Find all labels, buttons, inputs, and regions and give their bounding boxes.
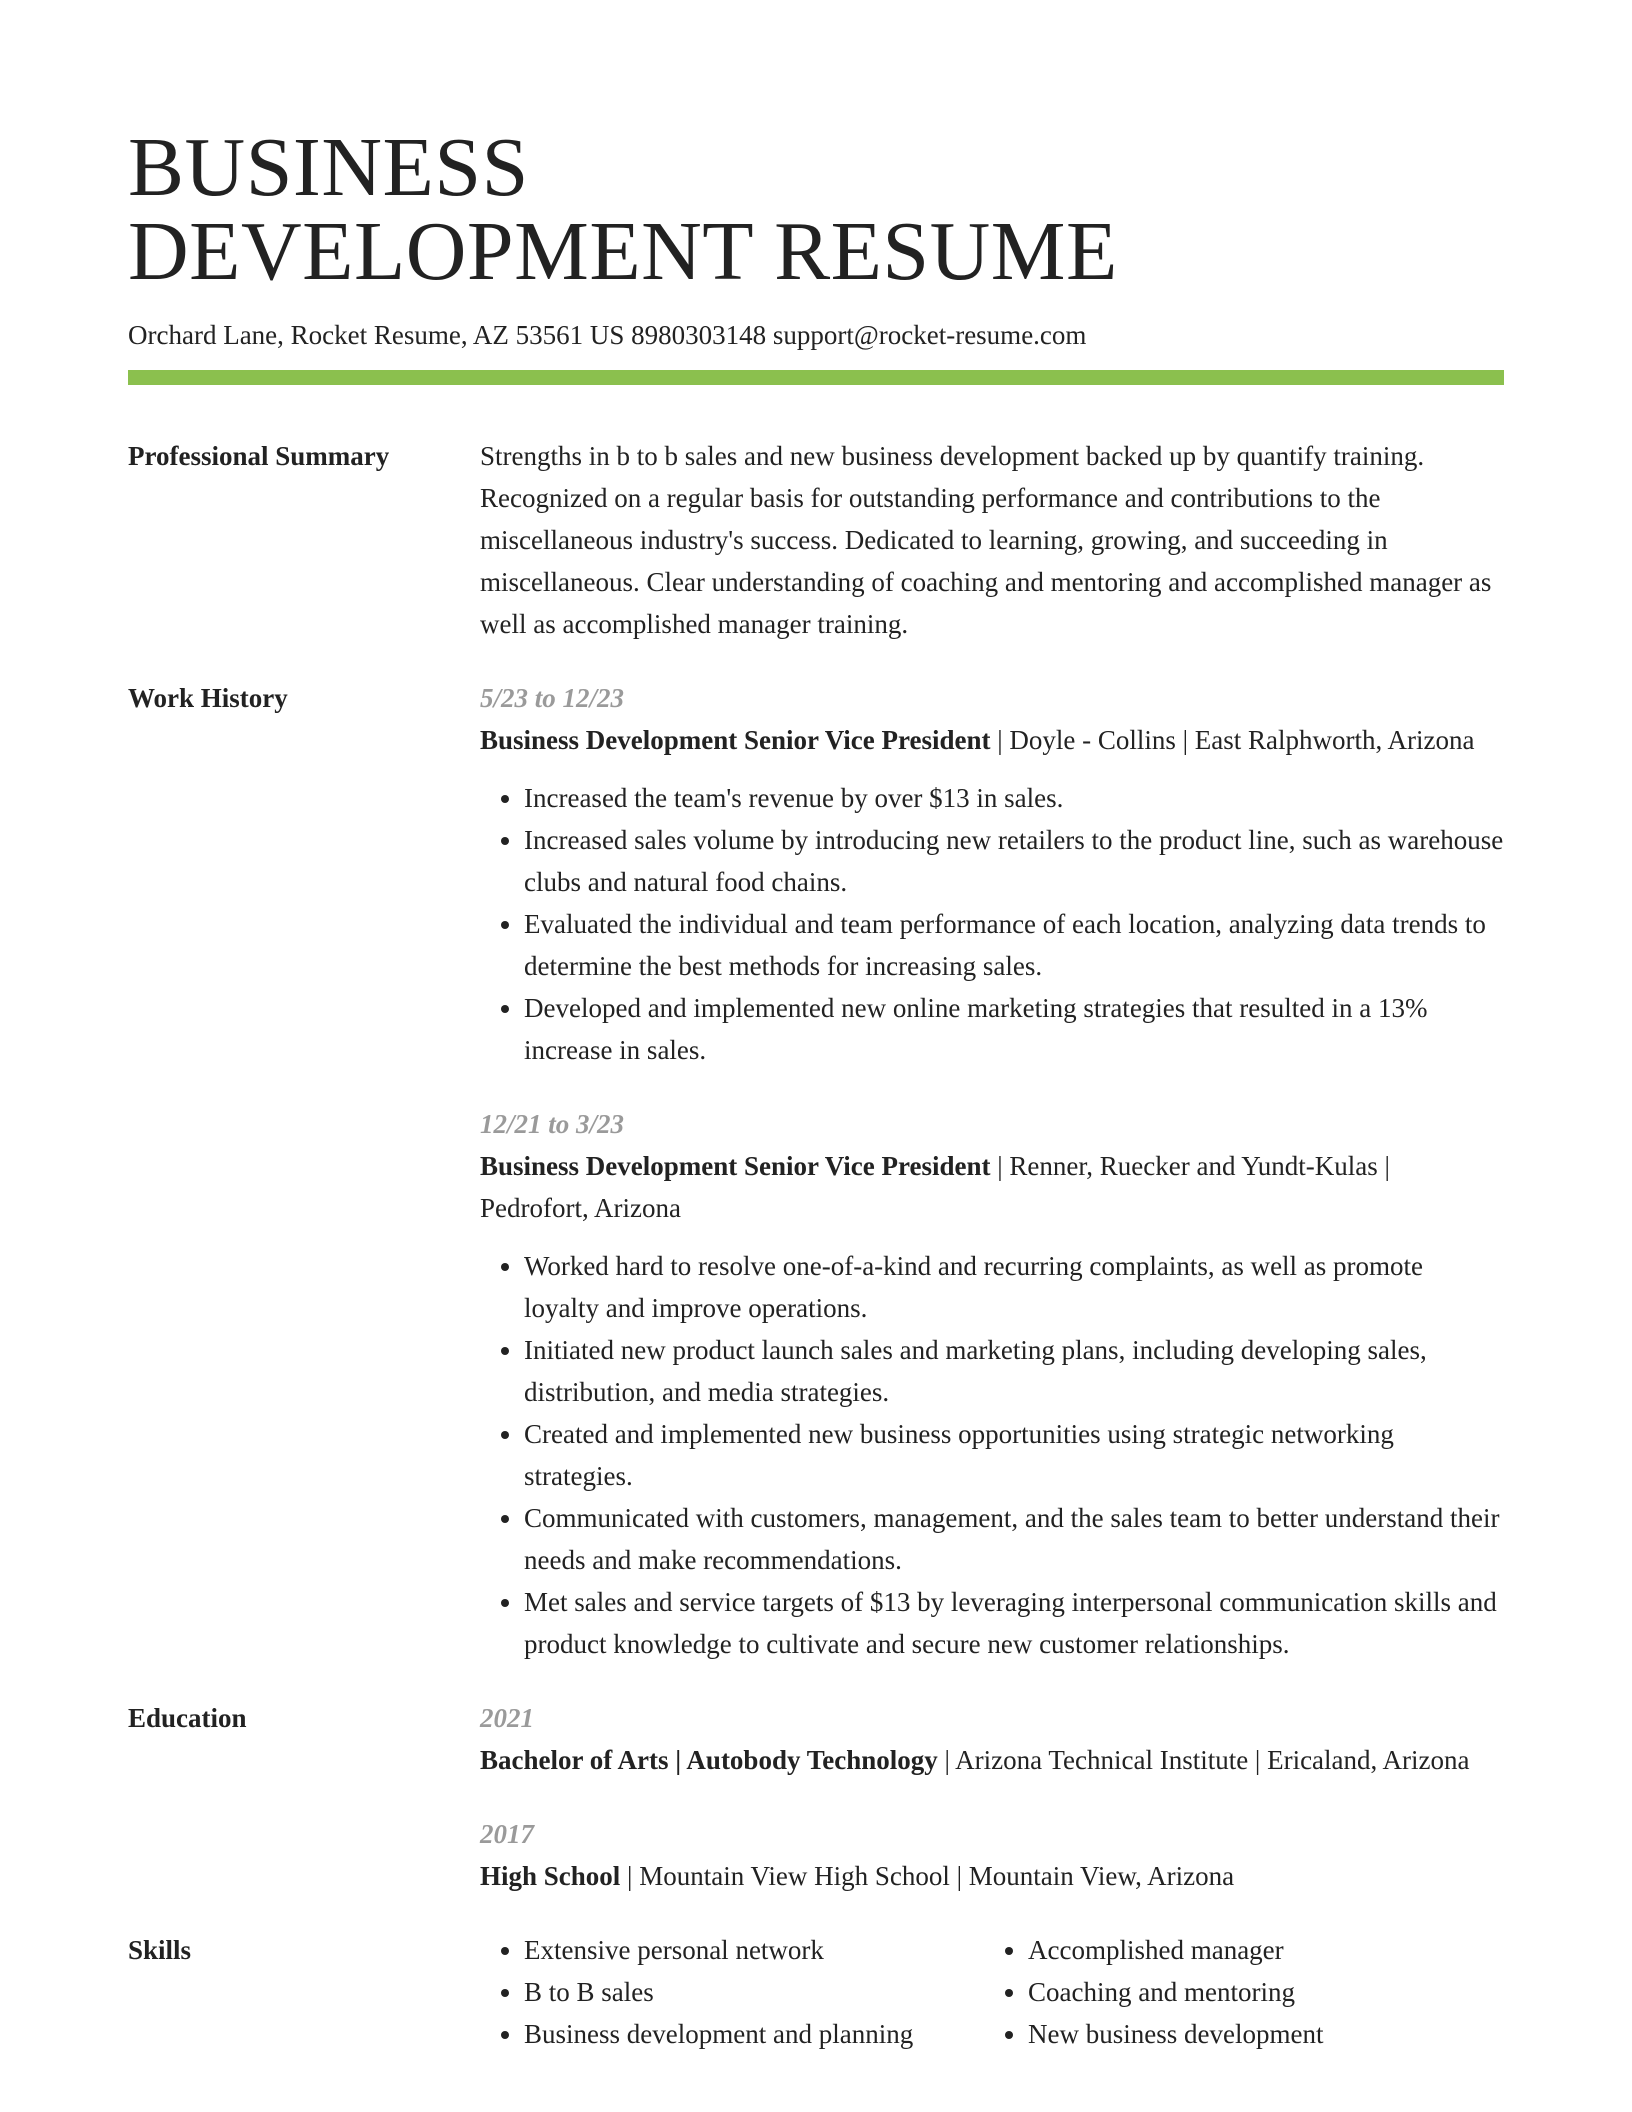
summary-section: [128, 435, 1504, 645]
job-details: | Renner, Ruecker and Yundt-Kulas | Pedrofort, Arizona: [480, 1151, 1390, 1223]
job-entry: [480, 1103, 1504, 1665]
skill-item: • Extensive personal network: [524, 1929, 984, 1971]
education-details: | Arizona Technical Institute | Ericaland, Arizona: [937, 1745, 1470, 1775]
bullet-item: • Met sales and service targets of $13 by leveraging interpersonal communication skills and product knowledge to cultivate and secure new customer relationships.: [524, 1581, 1504, 1665]
education-section: [128, 1697, 1504, 1897]
skills-section: [128, 1929, 1504, 2055]
work-history-section: [128, 677, 1504, 1665]
bullet-item: • Initiated new product launch sales and marketing plans, including developing sales, distribution, and media strategies.: [524, 1329, 1504, 1413]
job-title: Business Development Senior Vice President: [480, 725, 991, 755]
bullet-item: • Evaluated the individual and team performance of each location, analyzing data trends to determine the best methods for increasing sales.: [524, 903, 1504, 987]
bullet-item: • Communicated with customers, management, and the sales team to better understand their needs and make recommendations.: [524, 1497, 1504, 1581]
education-heading: [480, 1739, 1504, 1781]
job-heading: [480, 719, 1504, 761]
education-degree: Bachelor of Arts | Autobody Technology: [480, 1745, 938, 1775]
job-details: | Doyle - Collins | East Ralphworth, Arizona: [990, 725, 1475, 755]
education-year: 2017: [480, 1819, 534, 1849]
education-heading: [480, 1855, 1504, 1897]
accent-divider: [128, 370, 1504, 385]
section-label-summary: Professional Summary: [128, 441, 390, 471]
work-history-list: [480, 677, 1504, 1665]
skill-item: • New business development: [1028, 2013, 1488, 2055]
section-label-education: Education: [128, 1703, 247, 1733]
resume-page: [128, 121, 1504, 2055]
job-entry: [480, 677, 1504, 1071]
job-heading: [480, 1145, 1504, 1229]
summary-text: Strengths in b to b sales and new business development backed up by quantify training. Recognized on a regular basis for outstanding performance and contributions to the miscellaneous industry's success. Dedicated to learning, growing, and succeeding in miscellaneous. Clear understanding of coaching and mentoring and accomplished manager as well as accomplished manager training.: [480, 441, 1492, 639]
bullet-item: • Worked hard to resolve one-of-a-kind and recurring complaints, as well as promote loyalty and improve operations.: [524, 1245, 1504, 1329]
title-line-1: BUSINESS: [128, 121, 529, 214]
education-list: [480, 1697, 1504, 1897]
education-entry: [480, 1813, 1504, 1897]
job-bullets: [480, 777, 1504, 1071]
bullet-item: • Developed and implemented new online marketing strategies that resulted in a 13% increase in sales.: [524, 987, 1504, 1071]
section-label-skills: Skills: [128, 1935, 192, 1965]
job-dates: 5/23 to 12/23: [480, 683, 625, 713]
skills-list-right: [984, 1929, 1488, 2055]
education-degree: High School: [480, 1861, 621, 1891]
skills-list-left: [480, 1929, 984, 2055]
education-entry: [480, 1697, 1504, 1781]
education-year: 2021: [480, 1703, 534, 1733]
skill-item: • Business development and planning: [524, 2013, 984, 2055]
contact-info: Orchard Lane, Rocket Resume, AZ 53561 US 8980303148 support@rocket-resume.com: [128, 320, 1087, 350]
resume-title: [128, 121, 1504, 298]
job-dates: 12/21 to 3/23: [480, 1109, 625, 1139]
education-details: | Mountain View High School | Mountain View, Arizona: [620, 1861, 1235, 1891]
bullet-item: • Increased sales volume by introducing new retailers to the product line, such as warehouse clubs and natural food chains.: [524, 819, 1504, 903]
skill-item: • Coaching and mentoring: [1028, 1971, 1488, 2013]
job-title: Business Development Senior Vice President: [480, 1151, 991, 1181]
title-line-2: DEVELOPMENT RESUME: [128, 205, 1118, 298]
bullet-item: • Increased the team's revenue by over $13 in sales.: [524, 777, 1504, 819]
skills-columns: [480, 1929, 1504, 2055]
job-bullets: [480, 1245, 1504, 1665]
section-label-work-history: Work History: [128, 683, 288, 713]
bullet-item: • Created and implemented new business opportunities using strategic networking strategies.: [524, 1413, 1504, 1497]
skill-item: • Accomplished manager: [1028, 1929, 1488, 1971]
skill-item: • B to B sales: [524, 1971, 984, 2013]
